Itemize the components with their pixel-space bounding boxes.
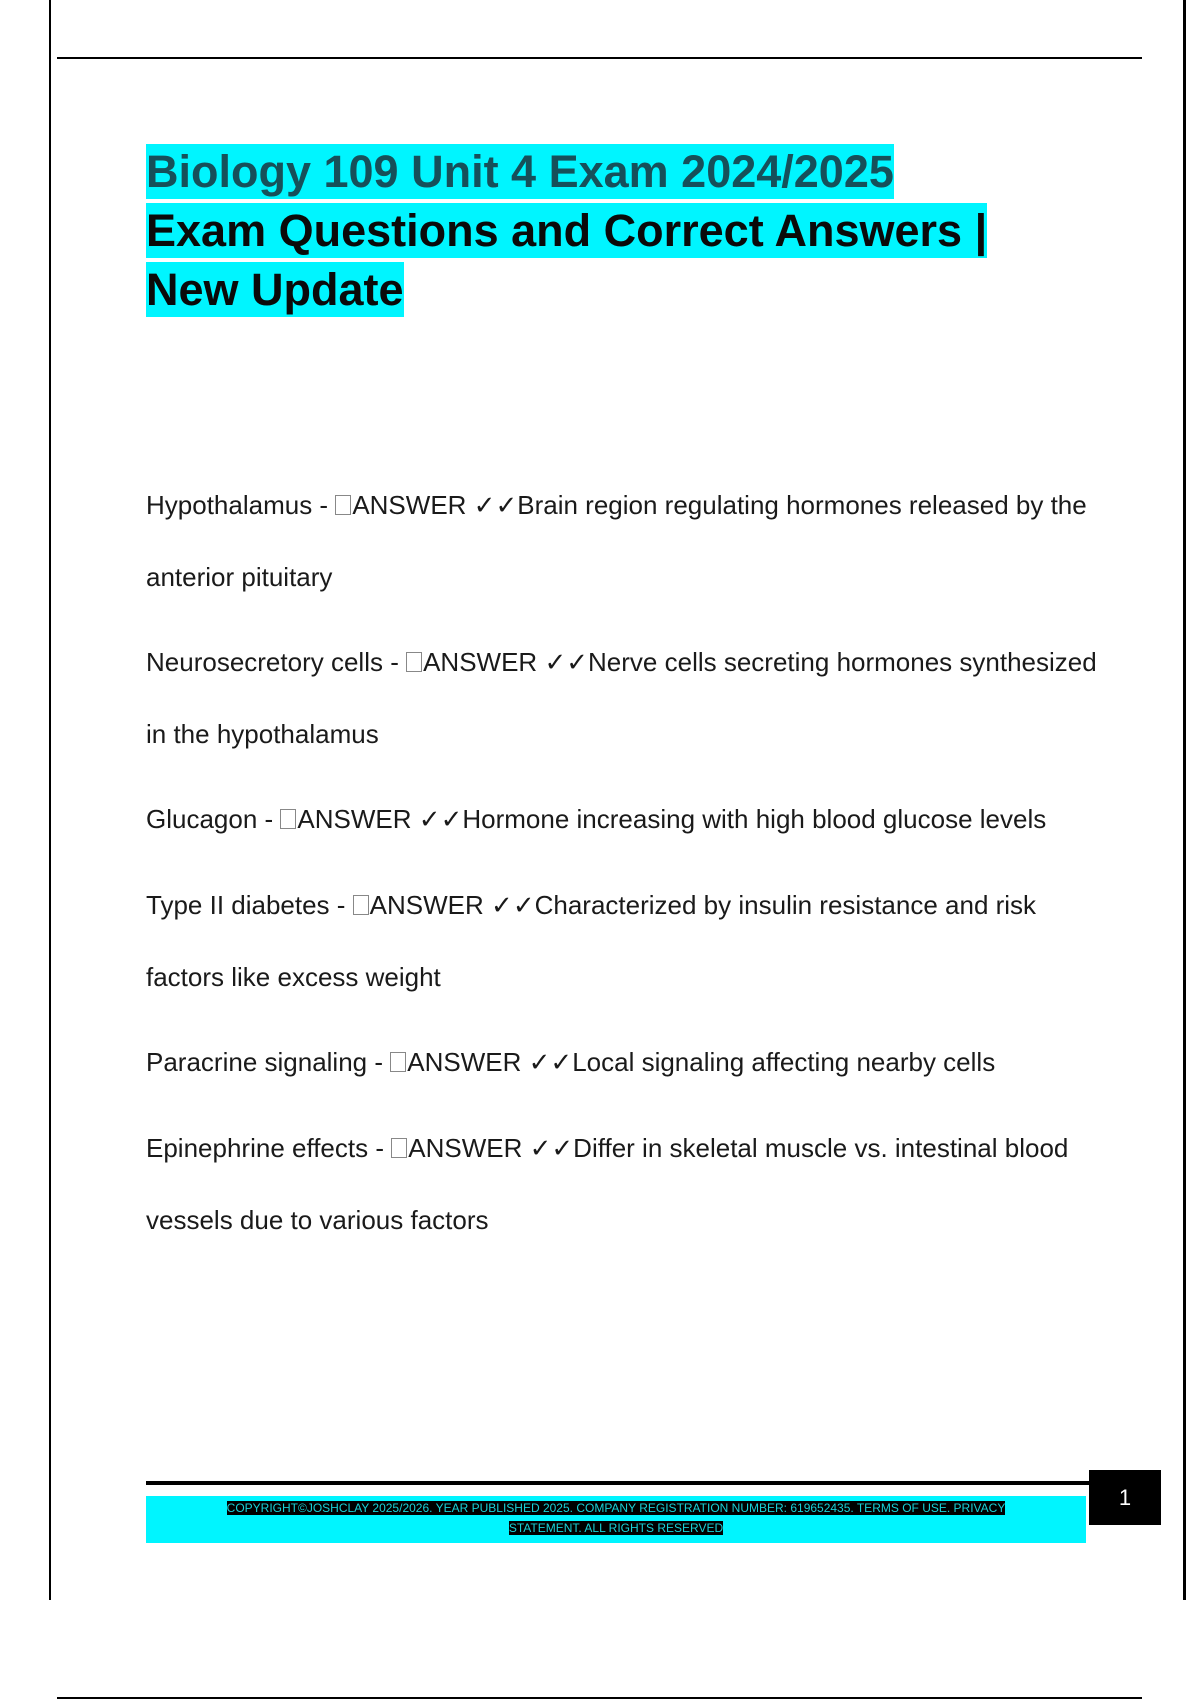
qa-term: Hypothalamus bbox=[146, 490, 313, 520]
qa-term: Epinephrine effects bbox=[146, 1133, 369, 1163]
top-rule bbox=[57, 57, 1142, 59]
right-page-border bbox=[1183, 0, 1186, 1600]
qa-answer-label: ANSWER bbox=[352, 490, 467, 520]
qa-term: Neurosecretory cells bbox=[146, 647, 383, 677]
checkbox-glyph-icon bbox=[390, 1052, 406, 1072]
qa-item: Paracrine signaling - ANSWER ✓✓Local signaling affecting nearby cells bbox=[146, 1047, 996, 1078]
copyright-line-2: STATEMENT. ALL RIGHTS RESERVED bbox=[508, 1521, 724, 1535]
checkbox-glyph-icon bbox=[391, 1138, 407, 1158]
double-check-icon: ✓✓ bbox=[418, 805, 463, 835]
qa-term: Paracrine signaling bbox=[146, 1047, 368, 1077]
qa-definition: Local signaling affecting nearby cells bbox=[572, 1047, 996, 1077]
double-check-icon: ✓✓ bbox=[529, 1134, 574, 1164]
qa-item: Epinephrine effects - ANSWER ✓✓Differ in skeletal muscle vs. intestinal blood vessels due to various factors bbox=[146, 1133, 1069, 1235]
qa-answer-label: ANSWER bbox=[297, 804, 412, 834]
copyright-line-1: COPYRIGHT©JOSHCLAY 2025/2026. YEAR PUBLISHED 2025. COMPANY REGISTRATION NUMBER: 619652435. TERMS OF USE. PRIVACY bbox=[226, 1501, 1006, 1515]
qa-answer-label: ANSWER bbox=[408, 1133, 523, 1163]
footer-copyright bbox=[146, 1496, 1086, 1543]
title-line-1: Biology 109 Unit 4 Exam 2024/2025 bbox=[146, 146, 894, 197]
title-line-2: Exam Questions and Correct Answers | bbox=[146, 205, 988, 256]
qa-term: Type II diabetes bbox=[146, 890, 330, 920]
document-title bbox=[146, 142, 1106, 319]
qa-term: Glucagon bbox=[146, 804, 258, 834]
qa-definition: Brain region regulating hormones released by the anterior pituitary bbox=[146, 490, 1087, 592]
bottom-rule bbox=[57, 1697, 1142, 1699]
double-check-icon: ✓✓ bbox=[491, 891, 535, 921]
footer-rule bbox=[146, 1481, 1091, 1485]
page-number: 1 bbox=[1089, 1470, 1161, 1525]
checkbox-glyph-icon bbox=[406, 652, 422, 672]
qa-definition: Differ in skeletal muscle vs. intestinal blood vessels due to various factors bbox=[146, 1133, 1069, 1235]
title-line-3: New Update bbox=[146, 264, 404, 315]
qa-item: Neurosecretory cells - ANSWER ✓✓Nerve cells secreting hormones synthesized in the hypothalamus bbox=[146, 647, 1097, 749]
qa-answer-label: ANSWER bbox=[423, 647, 538, 677]
checkbox-glyph-icon bbox=[353, 895, 369, 915]
checkbox-glyph-icon bbox=[280, 809, 296, 829]
qa-list bbox=[146, 470, 1106, 1270]
qa-answer-label: ANSWER bbox=[369, 890, 484, 920]
qa-definition: Characterized by insulin resistance and risk factors like excess weight bbox=[146, 890, 1037, 992]
double-check-icon: ✓✓ bbox=[473, 491, 518, 521]
checkbox-glyph-icon bbox=[335, 495, 351, 515]
left-page-border bbox=[49, 0, 51, 1600]
qa-item: Glucagon - ANSWER ✓✓Hormone increasing with high blood glucose levels bbox=[146, 804, 1047, 835]
qa-answer-label: ANSWER bbox=[407, 1047, 522, 1077]
qa-definition: Hormone increasing with high blood glucose levels bbox=[462, 804, 1047, 834]
qa-item: Type II diabetes - ANSWER ✓✓Characterized by insulin resistance and risk factors like excess weight bbox=[146, 890, 1037, 992]
double-check-icon: ✓✓ bbox=[528, 1048, 573, 1078]
qa-definition: Nerve cells secreting hormones synthesized in the hypothalamus bbox=[146, 647, 1097, 749]
qa-item: Hypothalamus - ANSWER ✓✓Brain region regulating hormones released by the anterior pituitary bbox=[146, 490, 1087, 592]
double-check-icon: ✓✓ bbox=[544, 648, 589, 678]
